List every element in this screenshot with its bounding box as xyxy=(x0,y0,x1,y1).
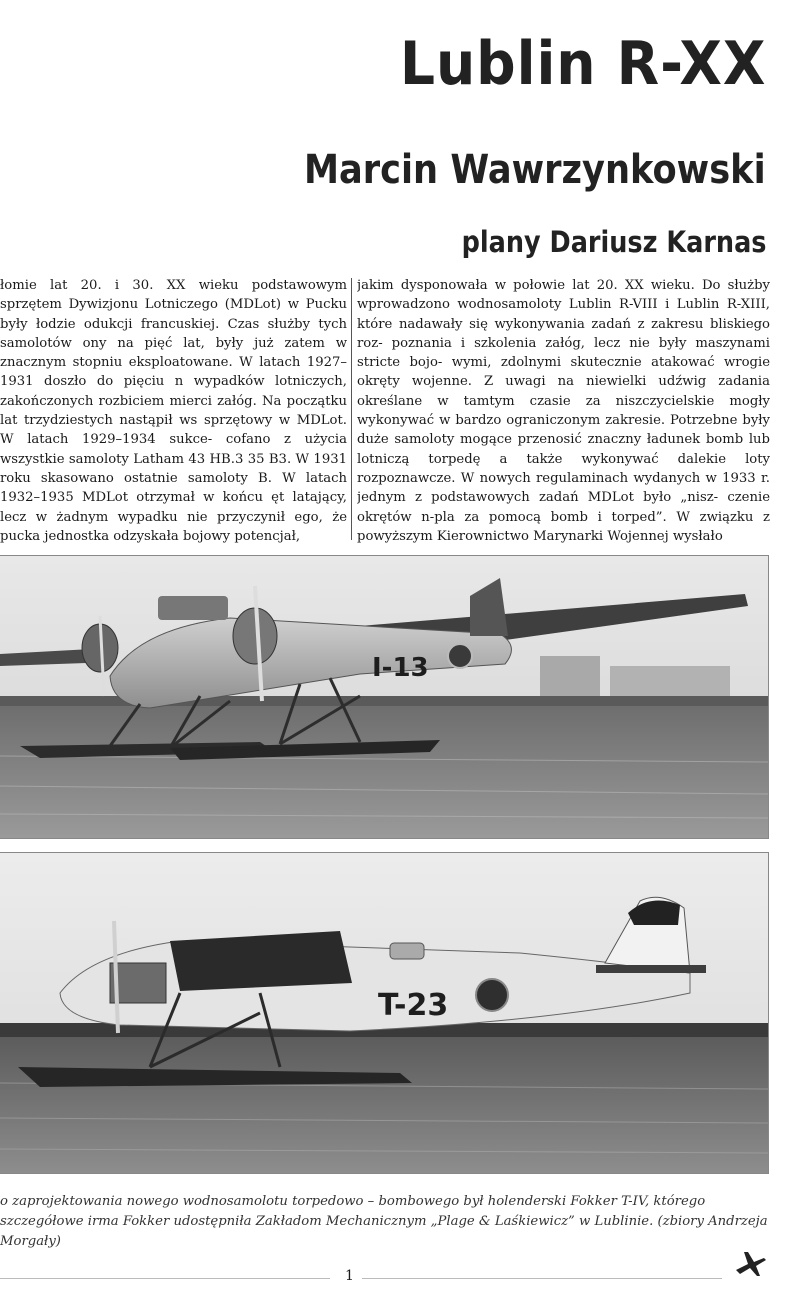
footer-rule-left xyxy=(0,1278,330,1279)
article-column-2: jakim dysponowała w połowie lat 20. XX wieku. Do służby wprowadzono wodnosamoloty Lublin R-VIII i Lublin R-XIII, które nadawały się wykonywania zadań z zakresu bliskiego roz- poznania i szkolenia załóg, lecz nie były maszynami stricte bojo- wymi, zdolnymi skutecznie atakować wrogie okręty wojenne. Z uwagi na niewielki udźwig zadania określane w tamtym czasie za niszczycielskie mogły wykonywać w bardzo ograniczonym zakresie. Potrzebne były duże samoloty mogące przenosić znaczny ładunek bomb lub lotniczą torpedę a także wykonywać dalekie loty rozpoznawcze. W nowych regulaminach wydanych w 1933 r. jednym z podstawowych zadań MDLot było „nisz- czenie okrętów n-pla za pomocą bomb i torped”. W związku z powyższym Kierownictwo Marynarki Wojennej wysłało xyxy=(357,278,770,544)
column-divider xyxy=(351,278,352,540)
photo-seaplane-i13 xyxy=(0,555,769,839)
photo2-aircraft-marking: T-23 xyxy=(378,988,449,1023)
photo-seaplane-t23 xyxy=(0,852,769,1174)
airplane-icon xyxy=(732,1248,768,1278)
article-column-1: łomie lat 20. i 30. XX wieku podstawowym sprzętem Dywizjonu Lotniczego (MDLot) w Pucku były łodzie odukcji francuskiej. Czas służby tych samolotów ony na pięć lat, były już zatem w znacznym stopniu eksploatowane. W latach 1927–1931 doszło do pięciu n wypadków lotniczych, zakończonych rozbiciem mierci załóg. Na początku lat trzydziestych nastąpił ws sprzętowy w MDLot. W latach 1929–1934 sukce- cofano z użycia wszystkie samoloty Latham 43 HB.3 35 B3. W 1931 roku skasowano ostatnie samoloty B. W latach 1932–1935 MDLot otrzymał w końcu ęt latający, lecz w żadnym wypadku nie przyczynił ego, że pucka jednostka odzyskała bojowy potencjał, xyxy=(0,278,347,544)
photo1-aircraft-marking: I-13 xyxy=(372,653,429,683)
photo-caption: o zaprojektowania nowego wodnosamolotu torpedowo – bombowego był holenderski Fokker T-IV, którego szczegółowe irma Fokker udostępniła Zakładom Mechanicznym „Plage & Laśkiewicz” w Lublinie. (zbiory Andrzeja Morgały) xyxy=(0,1194,768,1249)
article-title: Lublin R-XX xyxy=(399,29,766,99)
plans-credit: plany Dariusz Karnas xyxy=(461,225,766,259)
page-number: 1 xyxy=(345,1268,354,1284)
article-author: Marcin Wawrzynkowski xyxy=(304,147,766,193)
footer-rule-right xyxy=(362,1278,722,1279)
